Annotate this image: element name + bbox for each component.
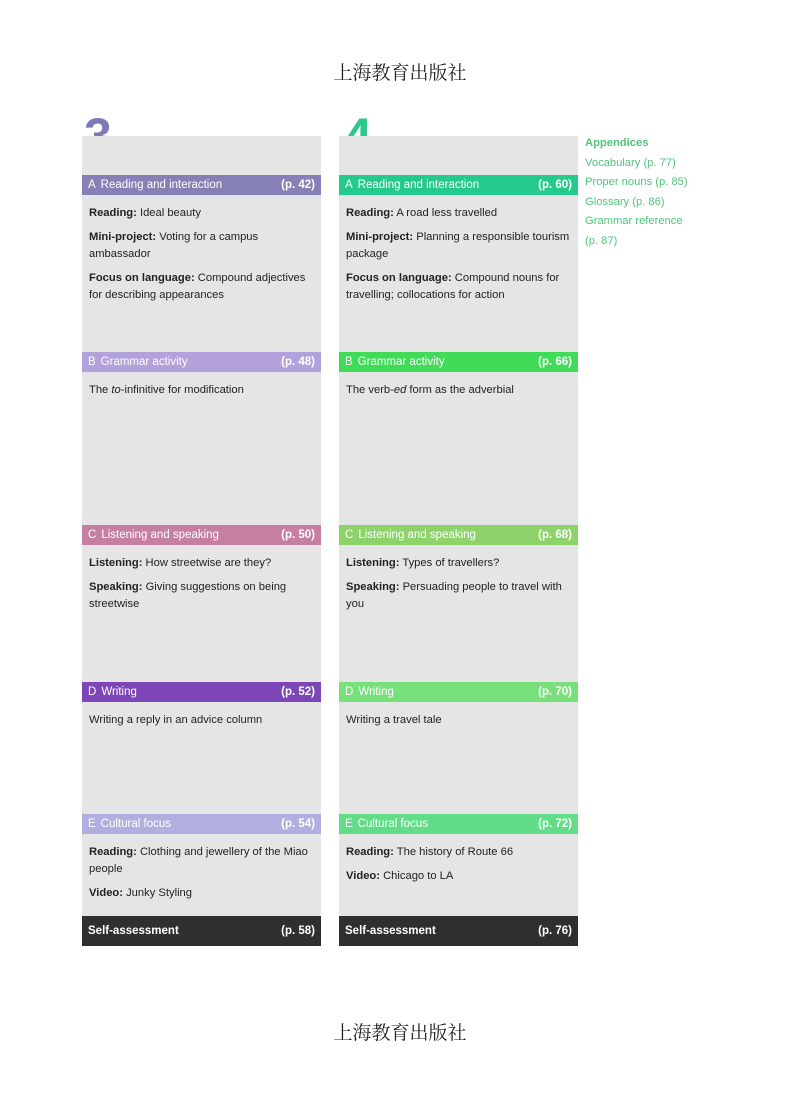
self-assessment-page: (p. 76) — [538, 925, 572, 937]
appendix-item-grammar-reference-page[interactable]: (p. 87) — [585, 234, 618, 247]
section-title: Reading and interaction — [357, 179, 480, 191]
section-title: Listening and speaking — [101, 529, 219, 541]
section-title: Writing — [101, 686, 137, 698]
section-letter: B — [345, 356, 353, 368]
appendix-item-vocabulary[interactable]: Vocabulary (p. 77) — [585, 156, 676, 169]
section-page: (p. 72) — [538, 818, 572, 830]
appendix-item-grammar-reference[interactable]: Grammar reference — [585, 215, 683, 227]
list-item: Reading: Clothing and jewellery of the Miao people — [89, 846, 308, 875]
unit-3-section-b-body — [89, 382, 314, 406]
section-page: (p. 68) — [538, 529, 572, 541]
list-item: Video: Chicago to LA — [346, 870, 454, 882]
unit-4-section-e-bar[interactable] — [339, 814, 578, 834]
unit-4-section-b-bar[interactable] — [339, 352, 578, 372]
list-item: Speaking: Persuading people to travel with you — [346, 581, 562, 610]
list-item: Speaking: Giving suggestions on being streetwise — [89, 581, 287, 610]
list-item: Writing a travel tale — [346, 714, 442, 726]
unit-3-section-c-body — [89, 555, 314, 620]
section-title: Writing — [358, 686, 394, 698]
section-letter: A — [345, 179, 353, 191]
unit-4-section-c-bar[interactable] — [339, 525, 578, 545]
unit-3-column — [82, 136, 321, 946]
section-page: (p. 54) — [281, 818, 315, 830]
list-item: Reading: A road less travelled — [346, 207, 498, 219]
list-item: Writing a reply in an advice column — [89, 714, 263, 726]
section-letter: D — [345, 686, 354, 698]
unit-4-section-a-bar[interactable] — [339, 175, 578, 195]
self-assessment-page: (p. 58) — [281, 925, 315, 937]
list-item: Mini-project: Planning a responsible tourism package — [346, 231, 570, 260]
section-page: (p. 48) — [281, 356, 315, 368]
self-assessment-label: Self-assessment — [88, 925, 179, 937]
section-letter: D — [88, 686, 97, 698]
list-item: Focus on language: Compound nouns for travelling; collocations for action — [346, 272, 560, 301]
appendix-item-proper-nouns[interactable]: Proper nouns (p. 85) — [585, 176, 688, 188]
list-item: The verb-ed form as the adverbial — [346, 384, 514, 396]
list-item: The to-infinitive for modification — [89, 384, 244, 396]
unit-3-section-b-bar[interactable] — [82, 352, 321, 372]
unit-4-section-d-bar[interactable] — [339, 682, 578, 702]
list-item: Reading: The history of Route 66 — [346, 846, 514, 858]
unit-3-section-d-bar[interactable] — [82, 682, 321, 702]
section-letter: E — [88, 818, 96, 830]
section-page: (p. 42) — [281, 179, 315, 191]
list-item: Mini-project: Voting for a campus ambassador — [89, 231, 259, 260]
section-title: Grammar activity — [357, 356, 445, 368]
unit-4-column — [339, 136, 578, 946]
unit-4-section-a-body — [346, 205, 571, 311]
section-letter: C — [345, 529, 354, 541]
list-item: Reading: Ideal beauty — [89, 207, 201, 219]
section-title: Grammar activity — [100, 356, 188, 368]
section-letter: C — [88, 529, 97, 541]
publisher-footer: 上海教育出版社 — [333, 1022, 467, 1044]
unit-3-self-assessment-bar[interactable] — [82, 916, 321, 946]
unit-4-self-assessment-bar[interactable] — [339, 916, 578, 946]
unit-3-section-d-body — [89, 712, 314, 736]
unit-3-section-e-bar[interactable] — [82, 814, 321, 834]
unit-3-section-a-bar[interactable] — [82, 175, 321, 195]
list-item: Focus on language: Compound adjectives for describing appearances — [89, 272, 306, 301]
unit-3-section-c-bar[interactable] — [82, 525, 321, 545]
section-title: Listening and speaking — [358, 529, 476, 541]
section-letter: B — [88, 356, 96, 368]
section-title: Reading and interaction — [100, 179, 223, 191]
section-page: (p. 60) — [538, 179, 572, 191]
section-page: (p. 66) — [538, 356, 572, 368]
list-item: Listening: Types of travellers? — [346, 557, 500, 569]
publisher-header: 上海教育出版社 — [333, 62, 467, 84]
section-page: (p. 70) — [538, 686, 572, 698]
section-title: Cultural focus — [357, 818, 428, 830]
unit-4-section-e-body — [346, 844, 571, 892]
unit-4-section-c-body — [346, 555, 571, 620]
section-page: (p. 52) — [281, 686, 315, 698]
list-item: Listening: How streetwise are they? — [89, 557, 272, 569]
appendices-list — [585, 134, 688, 251]
list-item: Video: Junky Styling — [89, 887, 193, 899]
section-page: (p. 50) — [281, 529, 315, 541]
section-title: Cultural focus — [100, 818, 171, 830]
appendices-title: Appendices — [585, 137, 649, 149]
unit-4-section-b-body — [346, 382, 571, 406]
unit-4-section-d-body — [346, 712, 571, 736]
unit-3-section-a-body — [89, 205, 314, 311]
self-assessment-label: Self-assessment — [345, 925, 436, 937]
section-letter: E — [345, 818, 353, 830]
section-letter: A — [88, 179, 96, 191]
appendix-item-glossary[interactable]: Glossary (p. 86) — [585, 195, 665, 208]
unit-3-section-e-body — [89, 844, 314, 909]
